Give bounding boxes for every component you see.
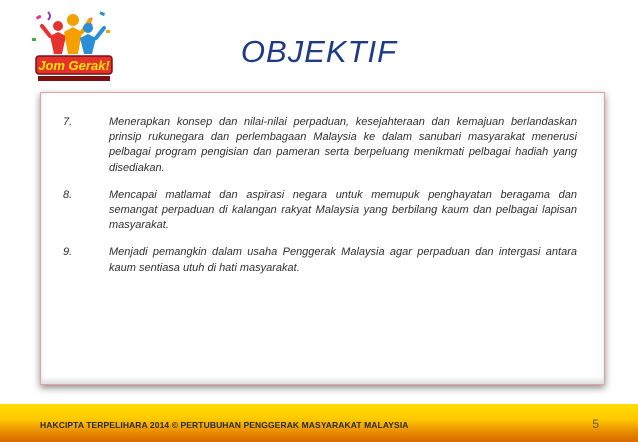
objectives-card xyxy=(40,92,605,385)
list-item xyxy=(63,115,577,176)
copyright-text: HAKCIPTA TERPELIHARA 2014 © PERTUBUHAN PENGGERAK MASYARAKAT MALAYSIA xyxy=(40,420,409,430)
list-item xyxy=(63,245,577,275)
page-number: 5 xyxy=(592,417,599,431)
item-number: 8. xyxy=(63,188,73,201)
objectives-list xyxy=(63,115,577,288)
item-text: Menerapkan konsep dan nilai-nilai perpaduan, kesejahteraan dan kemajuan berlandaskan prinsip rukunegara dan perlembagaan Malaysia ke dalam sanubari masyarakat menerusi pelbagai program pengisian dan pameran serta berpeluang menikmati pelbagai hadiah yang disediakan. xyxy=(109,116,577,174)
footer-bar xyxy=(0,404,638,442)
list-item xyxy=(63,188,577,234)
item-text: Menjadi pemangkin dalam usaha Penggerak Malaysia agar perpaduan dan intergasi antara kaum sentiasa utuh di hati masyarakat. xyxy=(109,246,577,274)
item-text: Mencapai matlamat dan aspirasi negara untuk memupuk penghayatan beragama dan semangat perpaduan di kalangan rakyat Malaysia yang berbilang kaum dan pelbagai lapisan masyarakat. xyxy=(109,188,577,232)
page-title: OBJEKTIF xyxy=(240,34,398,69)
item-number: 9. xyxy=(63,246,73,259)
item-number: 7. xyxy=(63,116,73,128)
logo-wordmark: Jom Gerak! xyxy=(38,58,110,73)
